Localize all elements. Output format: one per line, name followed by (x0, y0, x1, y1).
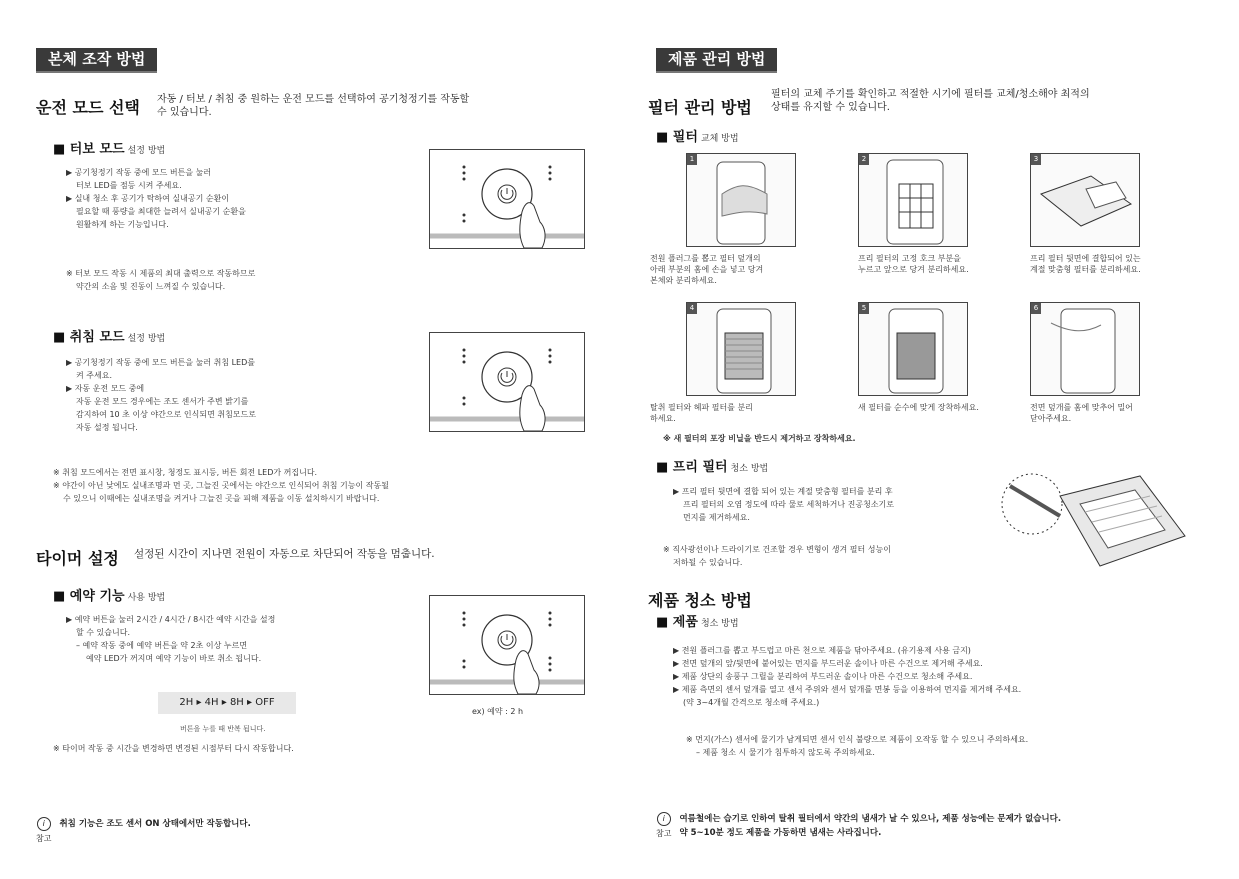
step-caption-2: 프리 필터의 고정 호크 부분을 누르고 앞으로 당겨 분리하세요. (858, 254, 969, 274)
step-image-4: 4 (686, 302, 796, 396)
filter-note: ※ 새 필터의 포장 비닐을 반드시 제거하고 장착하세요. (663, 434, 856, 443)
control-panel-illustration-turbo (429, 149, 585, 249)
section-title-maintenance: 제품 관리 방법 (656, 48, 777, 73)
info-icon: i 참고 (36, 819, 52, 843)
heading-timer: 타이머 설정 (36, 549, 119, 568)
timer-example: ex) 예약 : 2 h (472, 707, 524, 716)
step-image-5: 5 (858, 302, 968, 396)
right-page (620, 0, 1239, 879)
step-image-3: 3 (1030, 153, 1140, 247)
control-panel-illustration-sleep (429, 332, 585, 432)
control-panel-illustration-timer (429, 595, 585, 695)
prefilter-note: ※ 직사광선이나 드라이기로 건조할 경우 변형이 생겨 필터 성능이 저하될 수 있습니다. (663, 545, 891, 567)
heading-mode-select: 운전 모드 선택 (36, 98, 140, 117)
step-image-2: 2 (858, 153, 968, 247)
product-cleaning-note: ※ 먼지(가스) 센서에 물기가 남게되면 센서 인식 불량으로 제품이 오작동 할 수 있으니 주의하세요. – 제품 청소 시 물기가 침투하지 않도록 주의하세요. (686, 735, 1029, 757)
heading-prefilter: ■ 프리 필터 청소 방법 (656, 460, 769, 475)
info-note-odor: i 참고 여름철에는 습기로 인하여 탈취 필터에서 약간의 냄새가 날 수 있으나, 제품 성능에는 문제가 없습니다. 약 5~10분 정도 제품을 가동하면 냄새는 사라집니다. (656, 812, 1061, 841)
step-caption-6: 전면 덮개를 홈에 맞추어 밀어 닫아주세요. (1030, 403, 1133, 423)
sleep-mode-instructions: ▶ 공기청정기 작동 중에 모드 버튼을 눌러 취침 LED를 켜 주세요. ▶ 자동 운전 모드 중에 자동 운전 모드 경우에는 조도 센서가 주변 밝기를 감지하여 10 초 이상 야간으로 인식되면 취침모드로 자동 설정 됩니다. (66, 358, 256, 432)
info-note-sleep: i 참고 취침 기능은 조도 센서 ON 상태에서만 작동합니다. (36, 817, 251, 846)
heading-product-cleaning: 제품 청소 방법 (648, 591, 752, 610)
heading-filter-management: 필터 관리 방법 (648, 98, 752, 117)
heading-filter-replacement: ■ 필터 교체 방법 (656, 130, 739, 145)
reservation-instructions: ▶ 예약 버튼을 눌러 2시간 / 4시간 / 8시간 예약 시간을 설정 할 수 있습니다. – 예약 작동 중에 예약 버튼을 약 2초 이상 누르면 예약 LED가 꺼지며 예약 기능이 바로 취소 됩니다. (66, 615, 276, 663)
heading-product: ■ 제품 청소 방법 (656, 615, 739, 630)
step-caption-1: 전원 플러그를 뽑고 필터 덮개의 아래 부분의 홈에 손을 넣고 당겨 본체와 분리하세요. (650, 254, 764, 285)
heading-turbo-mode: ■ 터보 모드 설정 방법 (53, 142, 166, 157)
timer-description: 설정된 시간이 지나면 전원이 자동으로 차단되어 작동을 멈춥니다. (134, 548, 435, 560)
timer-sequence-caption: 버튼을 누를 때 반복 됩니다. (180, 725, 266, 733)
step-image-6: 6 (1030, 302, 1140, 396)
step-caption-4: 탈취 필터와 헤파 필터를 분리 하세요. (650, 403, 753, 423)
filter-management-description: 필터의 교체 주기를 확인하고 적절한 시기에 필터를 교체/청소해야 최적의 상태를 유지할 수 있습니다. (771, 89, 1090, 113)
step-image-1: 1 (686, 153, 796, 247)
section-title-operation: 본체 조작 방법 (36, 48, 157, 73)
product-cleaning-instructions: ▶ 전원 플러그를 뽑고 부드럽고 마른 천으로 제품을 닦아주세요. (유기용제 사용 금지) ▶ 전면 덮개의 앞/뒷면에 붙어있는 먼지를 부드러운 솔이나 마른 수건으로 제거해 주세요. ▶ 제품 상단의 송풍구 그릴을 분리하여 부드러운 솔이나 마른 수건으로 청소해 주세요. ▶ 제품 측면의 센서 덮개를 열고 센서 주위와 센서 덮개를 면봉 등을 이용하여 먼지를 제거해 주세요. (약 3~4개월 간격으로 청소해 주세요.) (673, 646, 1022, 707)
heading-reservation: ■ 예약 기능 사용 방법 (53, 589, 166, 604)
step-caption-5: 새 필터를 순수에 맞게 장착하세요. (858, 403, 979, 412)
turbo-mode-note: ※ 터보 모드 작동 시 제품의 최대 출력으로 작동하므로 약간의 소음 및 진동이 느껴질 수 있습니다. (66, 269, 256, 291)
heading-sleep-mode: ■ 취침 모드 설정 방법 (53, 330, 166, 345)
step-caption-3: 프리 필터 뒷면에 결합되어 있는 계절 맞춤형 필터를 분리하세요. (1030, 254, 1141, 274)
control-panel-hand-icon (430, 596, 584, 694)
prefilter-instructions: ▶ 프리 필터 뒷면에 결합 되어 있는 계절 맞춤형 필터를 분리 후 프리 필터의 오염 정도에 따라 물로 세척하거나 진공청소기로 먼지를 제거하세요. (673, 487, 894, 522)
turbo-mode-instructions: ▶ 공기청정기 작동 중에 모드 버튼을 눌러 터보 LED를 점등 시켜 주세요. ▶ 실내 청소 후 공기가 탁하여 실내공기 순환이 필요할 때 풍량을 최대한 늘려서 실내공기 순환을 원활하게 하는 기능입니다. (66, 168, 246, 229)
mode-select-description: 자동 / 터보 / 취침 중 원하는 운전 모드를 선택하여 공기청정기를 작동할 수 있습니다. (157, 94, 470, 118)
info-icon: i 참고 (656, 814, 672, 838)
sleep-mode-notes: ※ 취침 모드에서는 전면 표시창, 청정도 표시등, 버튼 회전 LED가 꺼집니다. ※ 야간이 아닌 낮에도 실내조명과 먼 곳, 그늘진 곳에서는 야간으로 인식되어 취침 기능이 작동될 수 있으니 이때에는 실내조명을 켜거나 그늘진 곳을 피해 제품을 이동 설치하시기 바랍니다. (53, 468, 389, 503)
control-panel-hand-icon (430, 150, 584, 248)
timer-note: ※ 타이머 작동 중 시간을 변경하면 변경된 시점부터 다시 작동합니다. (53, 744, 294, 753)
timer-sequence: 2H ▸ 4H ▸ 8H ▸ OFF (158, 692, 296, 714)
control-panel-hand-icon (430, 333, 584, 431)
prefilter-vacuum-illustration (1000, 456, 1190, 584)
left-page (0, 0, 619, 879)
